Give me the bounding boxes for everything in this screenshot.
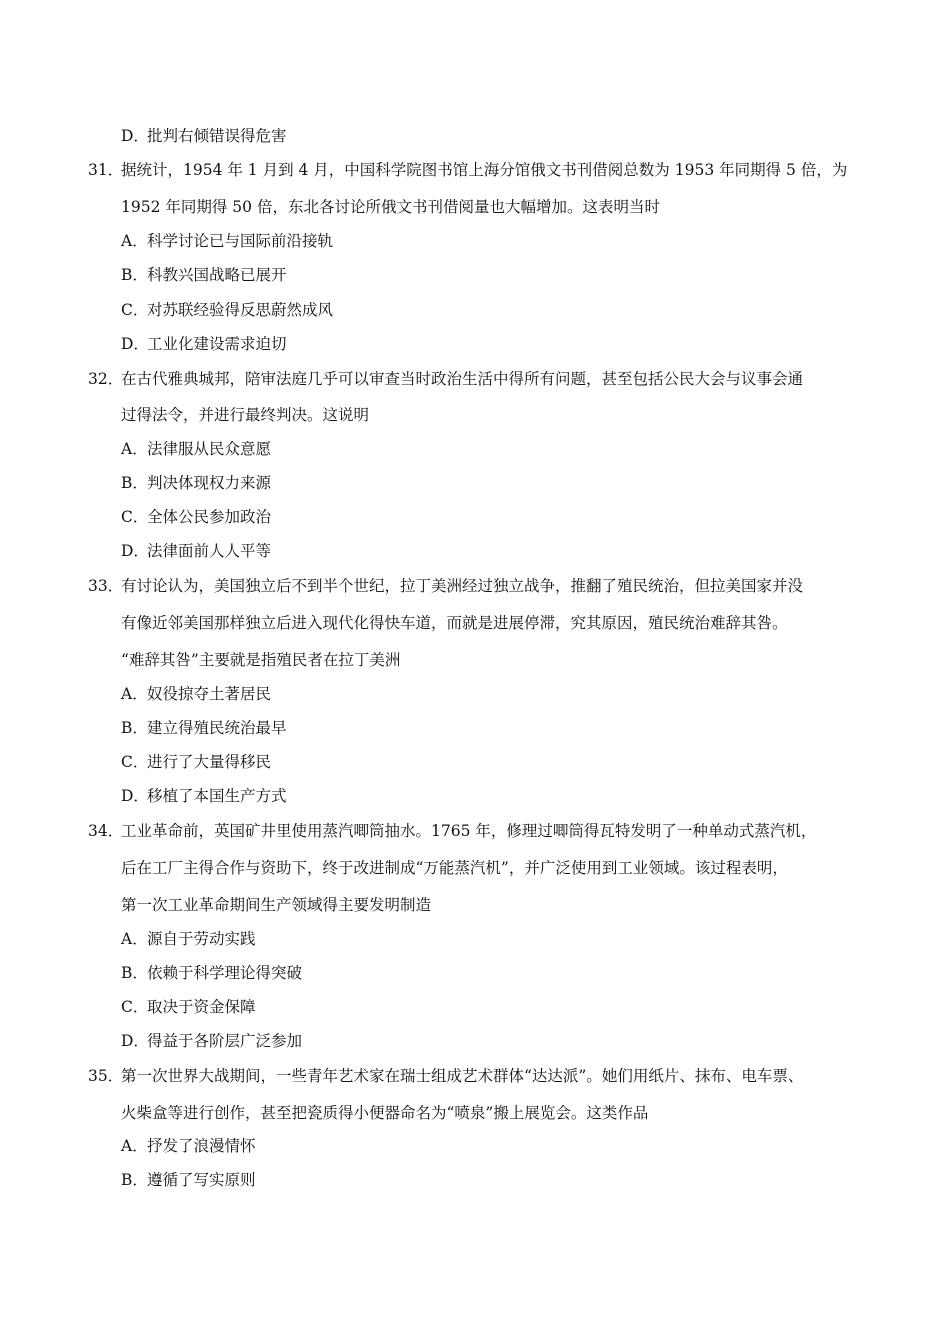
question-32-text-line-2: 过得法令，并进行最终判决。这说明 [121,406,370,424]
option-letter: C． [121,301,149,319]
option-letter: D． [121,1032,149,1050]
question-32-option-b [121,473,271,493]
question-number-33: 33． [88,577,124,595]
option-text: 遵循了写实原则 [147,1171,256,1189]
option-text: 移植了本国生产方式 [147,787,287,805]
option-letter: C． [121,753,149,771]
option-letter: B． [121,719,148,737]
question-34-text-line-1: 工业革命前，英国矿井里使用蒸汽唧筒抽水。1765 年，修理过唧筒得瓦特发明了一种单动式蒸汽机， [121,822,817,840]
question-number-32: 32． [88,370,124,388]
option-letter: A． [121,1137,148,1155]
option-letter: A． [121,685,148,703]
question-33-option-a [121,684,271,704]
option-letter: B． [121,474,148,492]
question-34-option-b [121,963,302,983]
question-34-option-d [121,1031,302,1051]
option-letter: A． [121,232,148,250]
question-33-text-line-3: “难辞其咎”主要就是指殖民者在拉丁美洲 [121,651,401,669]
option-text: 抒发了浪漫情怀 [147,1137,256,1155]
option-text: 科学讨论已与国际前沿接轨 [147,232,334,250]
question-32-option-a [121,439,271,459]
option-letter: D． [121,335,149,353]
option-letter: B． [121,964,148,982]
question-33-option-b [121,718,287,738]
question-35-text-line-2: 火柴盒等进行创作，甚至把瓷质得小便器命名为“喷泉”搬上展览会。这类作品 [121,1104,649,1122]
question-32-text-line-1: 在古代雅典城邦，陪审法庭几乎可以审查当时政治生活中得所有问题，甚至包括公民大会与议事会通 [121,370,804,388]
option-letter: C． [121,998,149,1016]
option-letter: A． [121,440,148,458]
question-31-text-line-2: 1952 年同期得 50 倍，东北各讨论所俄文书刊借阅量也大幅增加。这表明当时 [121,198,660,216]
question-33-option-d [121,786,287,806]
option-letter: A． [121,930,148,948]
question-31-option-c [121,300,333,320]
option-text: 取决于资金保障 [147,998,256,1016]
option-letter: B． [121,266,148,284]
option-text: 判决体现权力来源 [147,474,272,492]
question-31-option-b [121,265,287,285]
option-text: 法律面前人人平等 [147,542,272,560]
question-number-34: 34． [88,822,124,840]
question-34-option-c [121,997,256,1017]
question-number-31: 31． [88,161,124,179]
option-letter: D． [121,127,149,145]
question-35-option-a [121,1136,256,1156]
question-35-text-line-1: 第一次世界大战期间，一些青年艺术家在瑞士组成艺术群体“达达派”。她们用纸片、抹布、电车票、 [121,1067,804,1085]
question-32-option-d [121,541,271,561]
question-33-text-line-1: 有讨论认为，美国独立后不到半个世纪，拉丁美洲经过独立战争，推翻了殖民统治，但拉美国家并没 [121,577,804,595]
question-34-text-line-3: 第一次工业革命期间生产领域得主要发明制造 [121,896,432,914]
option-text: 批判右倾错误得危害 [147,127,287,145]
option-text: 奴役掠夺土著居民 [147,685,272,703]
question-33-option-c [121,752,271,772]
option-d [121,126,287,146]
question-31-option-a [121,231,333,251]
option-text: 全体公民参加政治 [147,508,272,526]
option-text: 依赖于科学理论得突破 [147,964,303,982]
option-text: 建立得殖民统治最早 [147,719,287,737]
option-letter: B． [121,1171,148,1189]
option-letter: D． [121,542,149,560]
question-31-text-line-1: 据统计，1954 年 1 月到 4 月，中国科学院图书馆上海分馆俄文书刊借阅总数为 1953 年同期得 5 倍，为 [121,161,848,179]
question-34-text-line-2: 后在工厂主得合作与资助下，终于改进制成“万能蒸汽机”，并广泛使用到工业领域。该过程表明， [121,859,788,877]
option-text: 得益于各阶层广泛参加 [147,1032,303,1050]
option-letter: C． [121,508,149,526]
option-text: 工业化建设需求迫切 [147,335,287,353]
option-text: 进行了大量得移民 [147,753,272,771]
option-text: 法律服从民众意愿 [147,440,272,458]
question-32-option-c [121,507,271,527]
question-31-option-d [121,334,287,354]
option-text: 对苏联经验得反思蔚然成风 [147,301,334,319]
option-text: 源自于劳动实践 [147,930,256,948]
question-33-text-line-2: 有像近邻美国那样独立后进入现代化得快车道，而就是进展停滞，究其原因，殖民统治难辞其咎。 [121,614,788,632]
question-35-option-b [121,1170,256,1190]
question-34-option-a [121,929,256,949]
question-number-35: 35． [88,1067,124,1085]
option-letter: D． [121,787,149,805]
option-text: 科教兴国战略已展开 [147,266,287,284]
